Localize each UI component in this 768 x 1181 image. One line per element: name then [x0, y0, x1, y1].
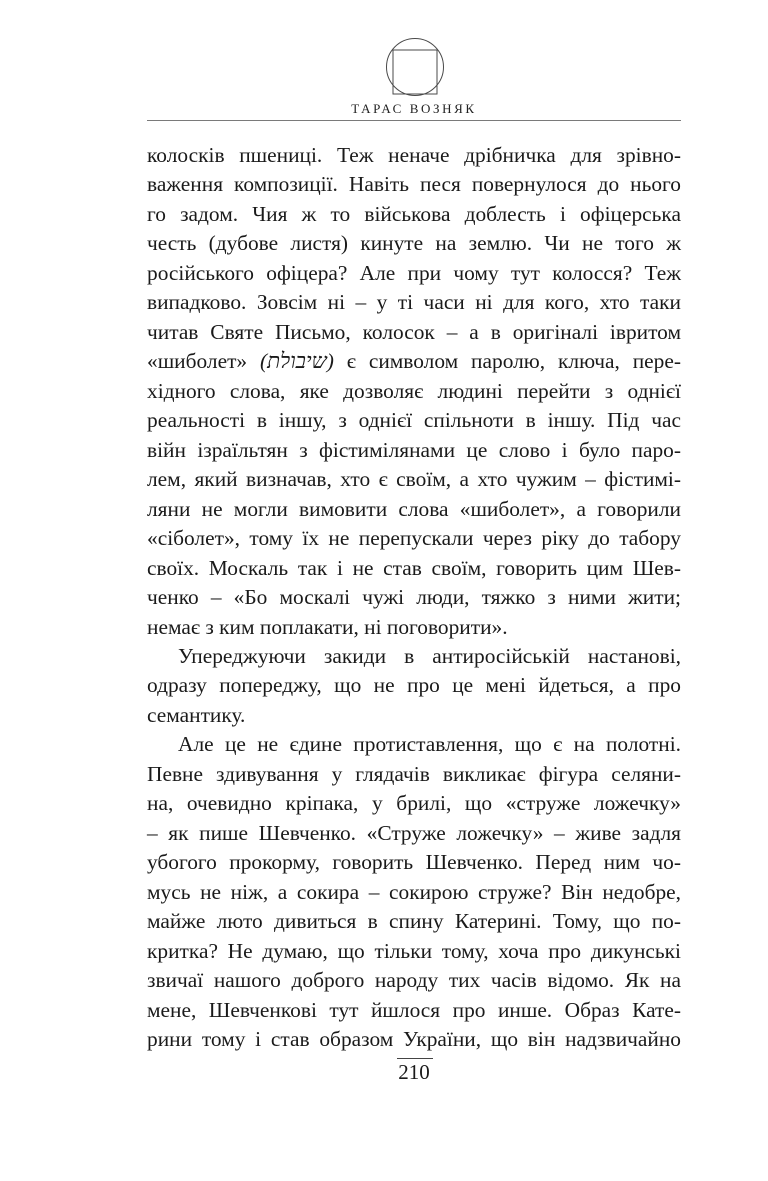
text-line: убогого прокорму, говорить Шевченко. Перед ним чо- — [147, 850, 681, 875]
text-line: ляни не могли вимовити слова «шиболет», а говорили — [147, 496, 681, 521]
text-line: хідного слова, яке дозволяє людині перейти з однієї — [147, 378, 681, 403]
text-line: на, очевидно кріпака, у брилі, що «струже ложечку» — [147, 791, 681, 816]
text-line: реальності в іншу, з однієї спільноти в іншу. Під час — [147, 408, 681, 433]
text-line: Упереджуючи закиди в антиросійській настанові, — [178, 643, 681, 668]
text-line: російського офіцера? Але при чому тут колосся? Теж — [147, 260, 681, 285]
text-line: майже люто дивиться в спину Катерині. Тому, що по- — [147, 909, 681, 934]
running-head: ТАРАС ВОЗНЯК — [351, 101, 477, 116]
text-line: колосків пшениці. Теж неначе дрібничка для зрівно- — [147, 143, 681, 167]
text-line: Але це не єдине протиставлення, що є на полотні. — [178, 732, 681, 757]
text-line: важення композиції. Навіть песя повернулося до нього — [147, 172, 681, 197]
text-line: – як пише Шевченко. «Струже ложечку» – живе задля — [147, 820, 681, 845]
text-line: випадково. Зовсім ні – у ті часи ні для кого, хто таки — [147, 290, 681, 315]
page-number: 210 — [398, 1060, 430, 1084]
text-line: «сіболет», тому їх не перепускали через ріку до табору — [147, 526, 681, 551]
text-line: критка? Не думаю, що тільки тому, хоча про дикунські — [147, 938, 681, 963]
text-line: Певне здивування у глядачів викликає фігура селяни- — [147, 761, 681, 786]
header-rule — [147, 120, 681, 121]
text-line: читав Святе Письмо, колосок – а в оригіналі івритом — [147, 319, 681, 344]
text-line: війн ізраїльтян з фістимілянами це слово і було паро- — [147, 437, 681, 462]
text-line: ченко – «Бо москалі чужі люди, тяжко з ними жити; — [147, 585, 681, 610]
text-line: лем, який визначав, хто є своїм, а хто чужим – фістимі- — [147, 467, 681, 492]
text-segment: «шиболет» — [147, 349, 261, 374]
text-line: немає з ким поплакати, ні поговорити». — [147, 614, 508, 639]
text-line: одразу попереджу, що не про це мені йдеться, а про — [147, 673, 681, 698]
circle-square-logo-icon — [385, 37, 445, 97]
text-line — [147, 347, 681, 376]
text-segment: є символом паролю, ключа, пере- — [333, 349, 681, 374]
text-line: мусь не ніж, а сокира – сокирою струже? Він недобре, — [147, 879, 681, 904]
body-text — [147, 141, 681, 1055]
hebrew-word: (שיבולת) — [260, 349, 334, 374]
text-line: го задом. Чия ж то військова доблесть і офіцерська — [147, 201, 681, 226]
text-line: звичаї нашого доброго народу тих часів відомо. Як на — [147, 968, 681, 993]
text-line: мене, Шевченкові тут йшлося про инше. Образ Кате- — [147, 997, 681, 1022]
text-line: своїх. Москаль так і не став своїм, говорить цим Шев- — [147, 555, 681, 580]
text-line: семантику. — [147, 702, 246, 727]
text-line: рини тому і став образом України, що він надзвичайно — [147, 1027, 681, 1052]
text-line: честь (дубове листя) кинуте на землю. Чи не того ж — [147, 231, 681, 256]
